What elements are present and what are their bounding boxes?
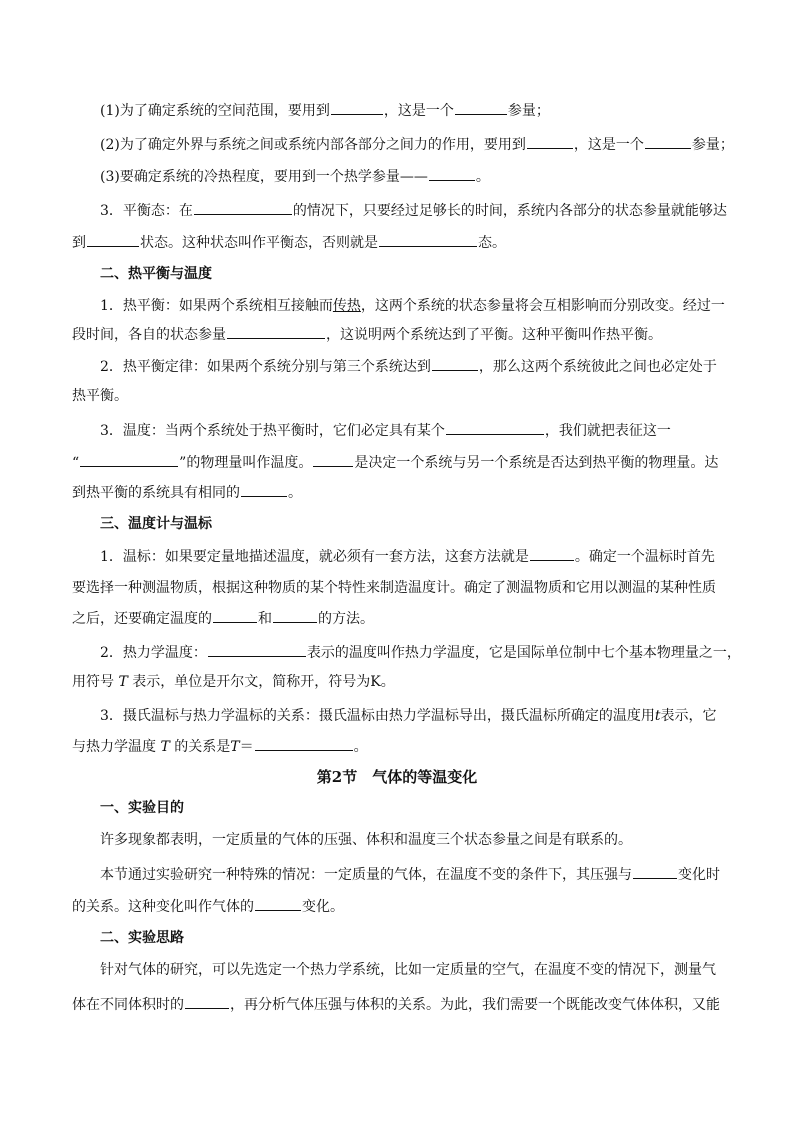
paragraph-line <box>72 482 722 503</box>
paragraph-line <box>100 200 727 221</box>
symbol-t: t <box>654 708 661 724</box>
text: 表示，它 <box>660 708 717 724</box>
text: 用符号 <box>72 674 114 690</box>
text: ，这是一个 <box>573 137 644 153</box>
text: 。 <box>288 485 302 501</box>
paragraph-line: 热平衡。 <box>72 388 128 404</box>
paragraph-line <box>72 736 722 757</box>
paragraph-line <box>100 166 722 187</box>
text: 之后，还要确定温度的 <box>72 611 212 627</box>
fill-blank[interactable] <box>429 166 475 181</box>
fill-blank[interactable] <box>255 736 353 751</box>
text: 段时间，各自的状态参量 <box>72 327 226 343</box>
section-heading: 二、实验思路 <box>100 930 184 946</box>
text: 的方法。 <box>318 611 374 627</box>
text: 状态。这种状态叫作平衡态，否则就是 <box>140 235 378 251</box>
paragraph-line <box>100 100 722 121</box>
paragraph-line <box>72 608 722 629</box>
paragraph-line: 要选择一种测温物质，根据这种物质的某个特性来制造温度计。确定了测温物质和它用以测温的某种性质 <box>72 580 716 596</box>
section-heading: 一、实验目的 <box>100 800 184 816</box>
symbol-T: T <box>160 739 170 755</box>
text: 2．热平衡定律：如果两个系统分别与第三个系统达到 <box>100 359 431 375</box>
fill-blank[interactable] <box>255 896 301 911</box>
fill-blank[interactable] <box>80 452 178 467</box>
text: 。确定一个温标时首先 <box>574 549 715 565</box>
paragraph-line <box>72 232 722 253</box>
fill-blank[interactable] <box>379 232 477 247</box>
text: “ <box>72 455 80 471</box>
text: 表示的温度叫作热力学温度，它是国际单位制中七个基本物理量之一， <box>306 645 741 661</box>
paragraph-line <box>72 672 722 692</box>
text: ，我们就把表征这一 <box>544 423 671 439</box>
fill-blank[interactable] <box>273 608 317 623</box>
text: 和 <box>258 611 272 627</box>
fill-blank[interactable] <box>213 608 257 623</box>
text: ，再分析气体压强与体积的关系。为此，我们需要一个既能改变气体体积，又能 <box>230 997 720 1013</box>
text: 到 <box>72 235 86 251</box>
paragraph-line <box>100 420 722 441</box>
paragraph-line <box>72 324 722 345</box>
section-heading: 二、热平衡与温度 <box>100 266 212 282</box>
symbol-T: T <box>230 739 240 755</box>
fill-blank[interactable] <box>432 356 478 371</box>
fill-blank[interactable] <box>241 482 287 497</box>
text: 态。 <box>478 235 506 251</box>
text: 体在不同体积时的 <box>72 997 184 1013</box>
text: 本节通过实验研究一种特殊的情况：一定质量的气体，在温度不变的条件下，其压强与 <box>100 867 632 883</box>
fill-blank[interactable] <box>208 642 306 657</box>
text: (3)要确定系统的冷热程度，要用到一个热学参量—— <box>100 169 428 185</box>
paragraph-line <box>100 642 741 663</box>
text: ”的物理量叫作温度。 <box>179 455 313 471</box>
text: 参量； <box>507 103 550 119</box>
text: 3．平衡态：在 <box>100 203 193 219</box>
text: 的关系。这种变化叫作气体的 <box>72 899 254 915</box>
text: ，这是一个 <box>383 103 454 119</box>
paragraph-line <box>100 296 725 316</box>
text: ，这两个系统的状态参量将会互相影响而分别改变。经过一 <box>360 298 725 314</box>
text: 与热力学温度 <box>72 739 156 755</box>
text: (1)为了确定系统的空间范围，要用到 <box>100 103 330 119</box>
text: (2)为了确定外界与系统之间或系统内部各部分之间力的作用，要用到 <box>100 137 526 153</box>
paragraph-line <box>100 864 722 885</box>
text: 的情况下，只要经过足够长的时间，系统内各部分的状态参量就能够达 <box>292 203 727 219</box>
text: ，那么这两个系统彼此之间也必定处于 <box>478 359 717 375</box>
paragraph-line <box>100 546 722 567</box>
fill-blank[interactable] <box>455 100 507 115</box>
text: 到热平衡的系统具有相同的 <box>72 485 240 501</box>
fill-blank[interactable] <box>645 134 691 149</box>
text: 参量； <box>691 137 734 153</box>
fill-blank[interactable] <box>313 452 353 467</box>
paragraph-line <box>100 706 722 726</box>
section-heading: 三、温度计与温标 <box>100 516 212 532</box>
fill-blank[interactable] <box>446 420 544 435</box>
text: 的关系是 <box>174 739 231 755</box>
paragraph-line <box>72 896 722 917</box>
fill-blank[interactable] <box>87 232 139 247</box>
fill-blank[interactable] <box>331 100 383 115</box>
fill-blank[interactable] <box>527 134 573 149</box>
fill-blank[interactable] <box>530 546 574 561</box>
fill-blank[interactable] <box>194 200 292 215</box>
text: 1．热平衡：如果两个系统相互接触而 <box>100 298 333 314</box>
paragraph-line: 许多现象都表明，一定质量的气体的压强、体积和温度三个状态参量之间是有联系的。 <box>100 832 632 848</box>
text: 3．摄氏温标与热力学温标的关系：摄氏温标由热力学温标导出，摄氏温标所确定的温度用 <box>100 708 655 724</box>
fill-blank[interactable] <box>227 324 325 339</box>
paragraph-line <box>100 134 734 155</box>
text: 。 <box>475 169 490 185</box>
paragraph-line: 针对气体的研究，可以先选定一个热力学系统，比如一定质量的空气，在温度不变的情况下，测量气 <box>100 962 716 978</box>
text: ＝ <box>239 739 254 755</box>
text: 2．热力学温度： <box>100 645 207 661</box>
text: 变化时 <box>678 867 720 883</box>
underlined-text: 传热 <box>332 298 361 314</box>
text: 变化。 <box>302 899 344 915</box>
text: 。 <box>353 739 368 755</box>
text: 是决定一个系统与另一个系统是否达到热平衡的物理量。达 <box>354 455 719 471</box>
section-title: 第2节 气体的等温变化 <box>316 768 478 786</box>
paragraph-line <box>100 356 722 377</box>
text: ，这说明两个系统达到了平衡。这种平衡叫作热平衡。 <box>326 327 662 343</box>
text: 表示，单位是开尔文，简称开，符号为K。 <box>132 674 395 690</box>
paragraph-line <box>72 994 722 1015</box>
text: 3．温度：当两个系统处于热平衡时，它们必定具有某个 <box>100 423 445 439</box>
fill-blank[interactable] <box>633 864 677 879</box>
symbol-T: T <box>118 674 128 690</box>
paragraph-line <box>72 452 722 473</box>
text: 1．温标：如果要定量地描述温度，就必须有一套方法，这套方法就是 <box>100 549 529 565</box>
fill-blank[interactable] <box>185 994 229 1009</box>
